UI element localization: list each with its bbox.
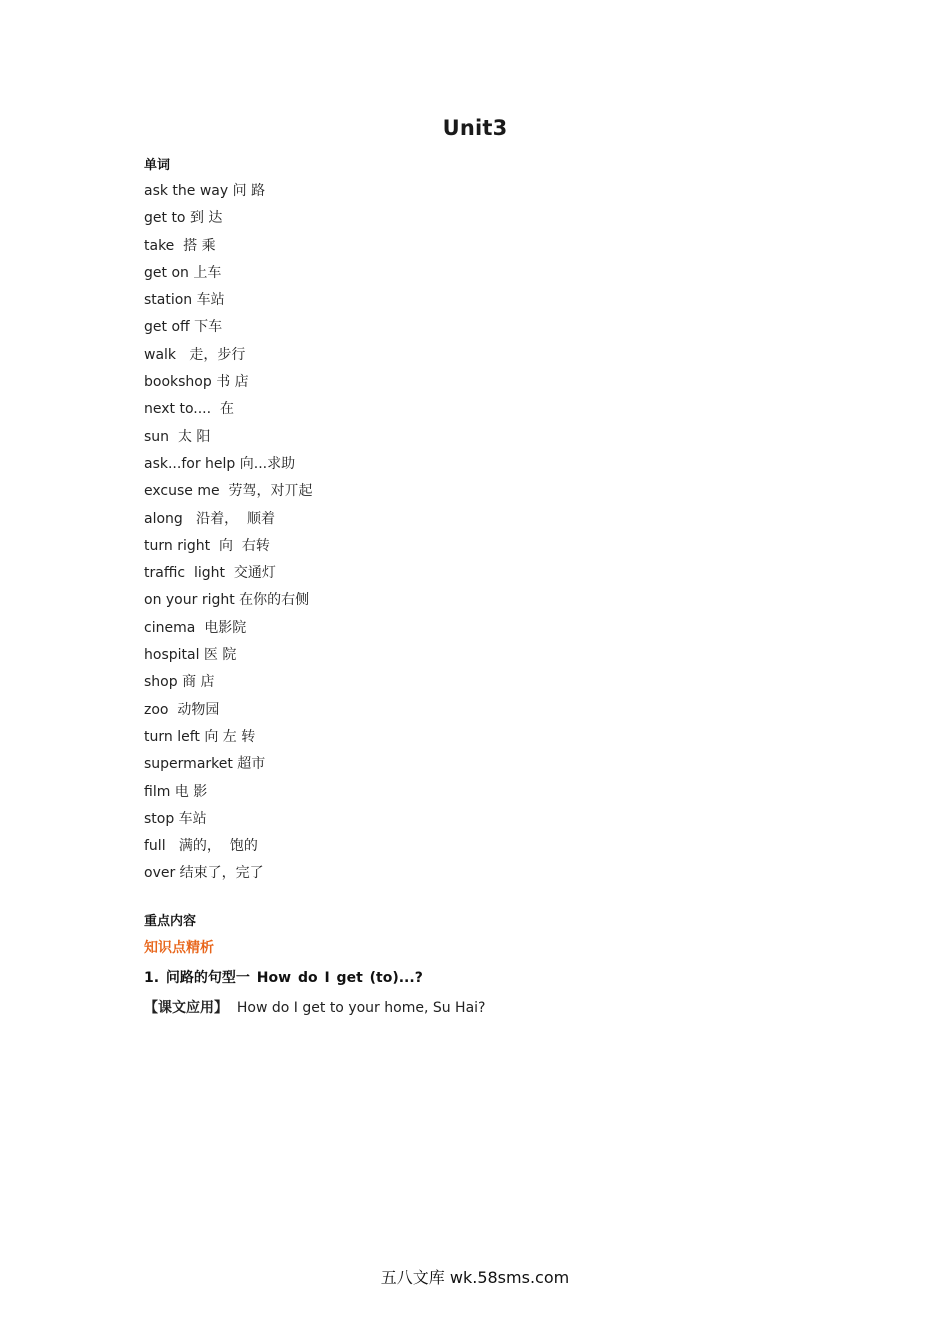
vocab-item: hospital 医 院 bbox=[144, 647, 237, 664]
vocab-item: sun 太 阳 bbox=[144, 428, 211, 445]
vocab-section-label: 单词 bbox=[144, 158, 171, 173]
vocab-item: film 电 影 bbox=[144, 783, 208, 800]
vocab-item: get on 上车 bbox=[144, 264, 222, 281]
vocab-item: over 结束了，完了 bbox=[144, 865, 264, 882]
vocab-item: turn right 向 右转 bbox=[144, 537, 270, 554]
vocab-item: ask the way 问 路 bbox=[144, 183, 266, 199]
page-title: Unit3 bbox=[442, 116, 508, 140]
vocab-item: station 车站 bbox=[144, 292, 225, 309]
vocab-item: bookshop 书 店 bbox=[144, 374, 249, 391]
knowledge-heading: 知识点精析 bbox=[144, 940, 214, 956]
vocab-item: full 满的， 饱的 bbox=[144, 838, 258, 855]
vocab-item: next to.... 在 bbox=[144, 401, 234, 418]
example-line bbox=[144, 997, 485, 1017]
vocab-item: take 搭 乘 bbox=[144, 237, 216, 254]
vocab-list bbox=[144, 180, 313, 890]
example-text: How do I get to your home, Su Hai? bbox=[228, 1000, 486, 1016]
vocab-item: shop 商 店 bbox=[144, 674, 215, 691]
footer-watermark: 五八文库 wk.58sms.com bbox=[380, 1268, 570, 1287]
vocab-item: get off 下车 bbox=[144, 319, 223, 336]
vocab-item: get to 到 达 bbox=[144, 210, 223, 227]
vocab-item: cinema 电影院 bbox=[144, 619, 247, 636]
vocab-item: on your right 在你的右侧 bbox=[144, 592, 310, 609]
vocab-item: excuse me 劳驾，对丌起 bbox=[144, 483, 313, 500]
vocab-item: stop 车站 bbox=[144, 810, 207, 827]
example-tag: 【课文应用】 bbox=[144, 1000, 228, 1016]
vocab-item: walk 走，步行 bbox=[144, 346, 246, 363]
vocab-item: ask...for help 向...求助 bbox=[144, 455, 296, 472]
point-1-title: 1. 问路的句型一 How do I get (to)...? bbox=[144, 970, 423, 986]
key-content-label: 重点内容 bbox=[144, 914, 197, 929]
vocab-item: supermarket 超市 bbox=[144, 756, 266, 773]
vocab-item: along 沿着， 顺着 bbox=[144, 510, 276, 527]
vocab-item: zoo 动物园 bbox=[144, 701, 220, 718]
vocab-item: traffic light 交通灯 bbox=[144, 565, 276, 582]
vocab-item: turn left 向 左 转 bbox=[144, 728, 256, 745]
